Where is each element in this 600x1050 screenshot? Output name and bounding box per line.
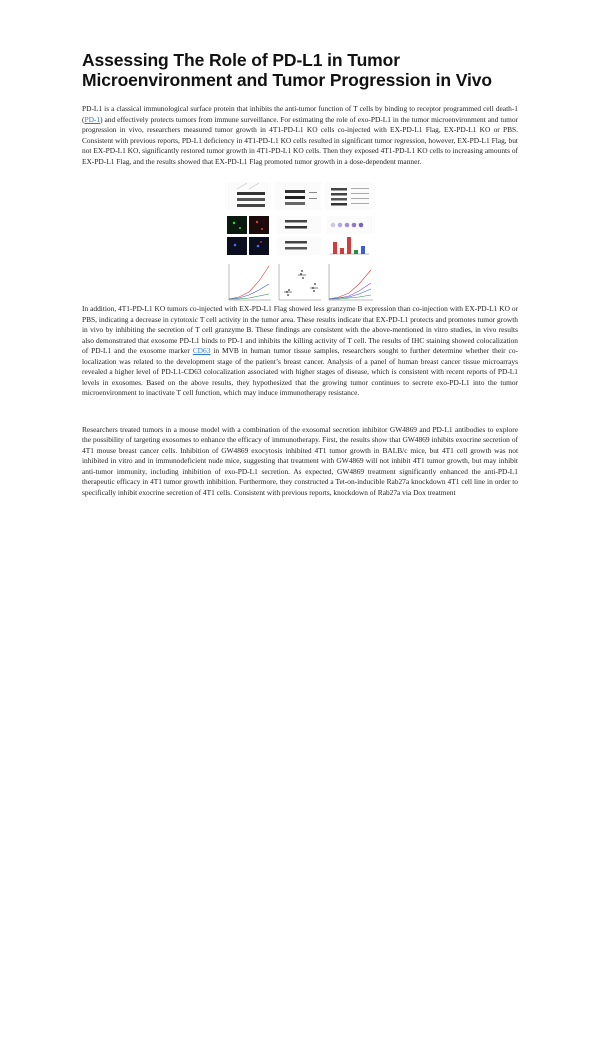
title-line-1: Assessing The Role of PD-L1 in Tumor (82, 50, 400, 70)
title-line-2: Microenvironment and Tumor Progression in Vivo (82, 70, 492, 90)
paragraph-1 (82, 104, 518, 167)
blot-panel-c (325, 182, 375, 210)
pd-1-link[interactable]: PD-1 (84, 114, 101, 124)
cd63-link[interactable]: CD63 (192, 346, 211, 355)
blot-panel-a (225, 182, 271, 210)
microscopy-panel-d (227, 216, 269, 255)
dot-plot-panel-h (279, 264, 321, 300)
paragraph-1-text-b: ) and effectively protects tumors from immune surveillance. For estimating the role of exo-PD-L1 in the tumor microenvironment and tumor progression in vivo, researchers measured tumor growth in 4T1-PD-L1 KO cells co-injected with EX-PD-L1 Flag, EX-PD-L1 KO or PBS. Consistent with previous reports, PD-L1 deficiency in 4T1-PD-L1 KO cells resulted in significant tumor regression, however, EX-PD-L1 Flag, but not EX-PD-L1 KO, significantly restored tumor growth in 4T1-PD-L1 KO cells. Then they exposed 4T1-PD-L1 KO cells to increasing amounts of EX-PD-L1 Flag, and the results showed that EX-PD-L1 Flag promoted tumor growth in a dose-dependent manner. (82, 114, 518, 166)
paragraph-2-text-a: In addition, 4T1-PD-L1 KO tumors co-injected with EX-PD-L1 Flag showed less granzyme B expression than co-injection with EX-PD-L1 KO or PBS, indicating a decrease in cytotoxic T cell activity in the tumor area. These results indicate that EX-PD-L1 protects and promotes tumor growth in vivo by inhibiting the secretion of T cell granzyme B. These findings are consistent with the above-mentioned in vitro studies, in vivo results also demonstrated that exosome PD-L1 binds to PD-1 and inhibits the killing activity of T cell. The results of IHC staining showed colocalization of PD-L1 and the exosome marker (82, 304, 518, 355)
growth-curve-panel-g (229, 264, 271, 300)
blot-panel-e (277, 216, 321, 255)
page-title (82, 50, 518, 90)
paragraph-2 (82, 304, 518, 399)
assay-panel-f (327, 216, 375, 254)
paragraph-1-text-a: PD-L1 is a classical immunological surface protein that inhibits the anti-tumor function of T cells by binding to receptor programmed cell death-1 ( (82, 104, 518, 124)
paragraph-2-text-b: in MVB in human tumor tissue samples, researchers sought to further determine whether their co-localization was related to the development stage of the patient’s breast cancer. Analysis of a panel of human breast cancer tissue microarrays revealed a higher level of PD-L1-CD63 colocalization associated with higher stages of disease, which is consistent with recent reports of PD-L1 levels in exosomes. Based on the above results, they hypothesized that the growing tumor continues to secrete exo-PD-L1 into the tumor microenvironment to inactivate T cell function, which may induce immunotherapy resistance. (82, 346, 518, 397)
figure-multipanel (223, 180, 377, 304)
blot-panel-b (275, 182, 321, 210)
paragraph-3: Researchers treated tumors in a mouse model with a combination of the exosomal secretion inhibitor GW4869 and PD-L1 antibodies to explore the possibility of targeting exosomes to enhance the efficacy of immunotherapy. First, the results show that GW4869 inhibits exocrine secretion of 4T1 mouse breast cancer cells. Inhibition of GW4869 exocytosis inhibited 4T1 tumor growth in BALB/c mice, but 4T1 cell growth was not inhibited in vitro and in immunodeficient nude mice, suggesting that treatment with GW4869 will not inhibit 4T1 tumor growth, but may inhibit anti-tumor immunity, including inhibition of exo-PD-L1 secretion. As expected, GW4869 treatment significantly enhanced the anti-PD-L1 therapeutic efficacy in 4T1 tumor growth inhibition. Furthermore, they constructed a Tet-on-inducible Rab27a knockdown 4T1 cell line in order to specifically inhibit exocrine secretion of 4T1 cells. Consistent with previous reports, knockdown of Rab27a via Dox treatment (82, 424, 518, 497)
figure-image (223, 180, 377, 304)
section-spacer (82, 399, 518, 425)
growth-curve-panel-i (329, 264, 373, 300)
